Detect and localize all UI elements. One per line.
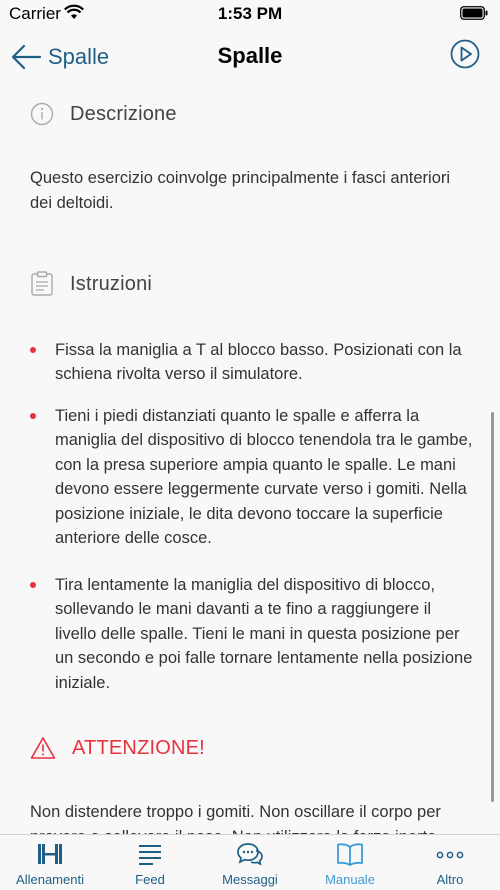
info-icon xyxy=(30,102,54,126)
instructions-title: Istruzioni xyxy=(70,272,153,295)
feed-icon xyxy=(136,841,164,867)
battery-icon xyxy=(460,6,488,20)
description-title: Descrizione xyxy=(70,102,177,125)
back-label: Spalle xyxy=(48,44,110,69)
tab-label: Feed xyxy=(135,872,165,887)
arrow-left-icon xyxy=(10,42,42,72)
navigation-bar xyxy=(0,30,500,84)
bullet-dot xyxy=(30,582,36,588)
bullet-dot xyxy=(30,347,36,353)
clock: 1:53 PM xyxy=(217,4,283,23)
tab-manuale[interactable] xyxy=(300,835,400,890)
tab-messaggi[interactable] xyxy=(200,835,300,890)
instruction-text: Tira lentamente la maniglia del dispositivo di blocco, sollevando le mani davanti a te fino a raggiungere il livello delle spalle. Tieni le mani in questa posizione per un secondo e poi falle tornare lentamente nella posizione iniziale. xyxy=(55,576,473,692)
instruction-text: Tieni i piedi distanziati quanto le spalle e afferra la maniglia del dispositivo di blocco tenendola tra le gambe, con la presa superiore ampia quanto le spalle. Le mani devono essere leggermente curvate verso i gomiti. Nella posizione iniziale, le dita devono toccare la superficie anteriore delle cosce. xyxy=(55,407,473,548)
instructions-header xyxy=(30,271,152,297)
tab-label: Allenamenti xyxy=(16,872,84,887)
back-button[interactable] xyxy=(10,40,109,74)
play-video-icon[interactable] xyxy=(450,39,480,69)
tab-label: Messaggi xyxy=(222,872,278,887)
tab-label: Altro xyxy=(436,872,464,887)
instruction-text: Fissa la maniglia a T al blocco basso. Posizionati con la schiena rivolta verso il simulatore. xyxy=(55,341,462,384)
description-header xyxy=(30,102,177,126)
more-icon xyxy=(436,841,464,867)
tab-altro[interactable] xyxy=(400,835,500,890)
tab-bar xyxy=(0,834,500,890)
clipboard-icon xyxy=(30,271,54,297)
dumbbell-icon xyxy=(36,841,64,867)
warning-icon xyxy=(30,736,56,760)
tab-feed[interactable] xyxy=(100,835,200,890)
page-title: Spalle xyxy=(217,43,283,68)
scrollbar[interactable] xyxy=(491,412,494,802)
warning-header xyxy=(30,736,205,760)
exercise-details[interactable] xyxy=(0,84,500,834)
book-icon xyxy=(336,841,364,867)
bullet-dot xyxy=(30,413,36,419)
description-text: Questo esercizio coinvolge principalmente i fasci anteriori dei deltoidi. xyxy=(30,169,451,212)
carrier-label: Carrier xyxy=(9,4,61,23)
tab-allenamenti[interactable] xyxy=(0,835,100,890)
status-bar xyxy=(0,0,500,30)
warning-text: Non distendere troppo i gomiti. Non oscillare il corpo per xyxy=(30,803,441,821)
tab-label: Manuale xyxy=(325,872,375,887)
warning-title: ATTENZIONE! xyxy=(72,736,205,759)
messages-icon xyxy=(236,841,264,867)
